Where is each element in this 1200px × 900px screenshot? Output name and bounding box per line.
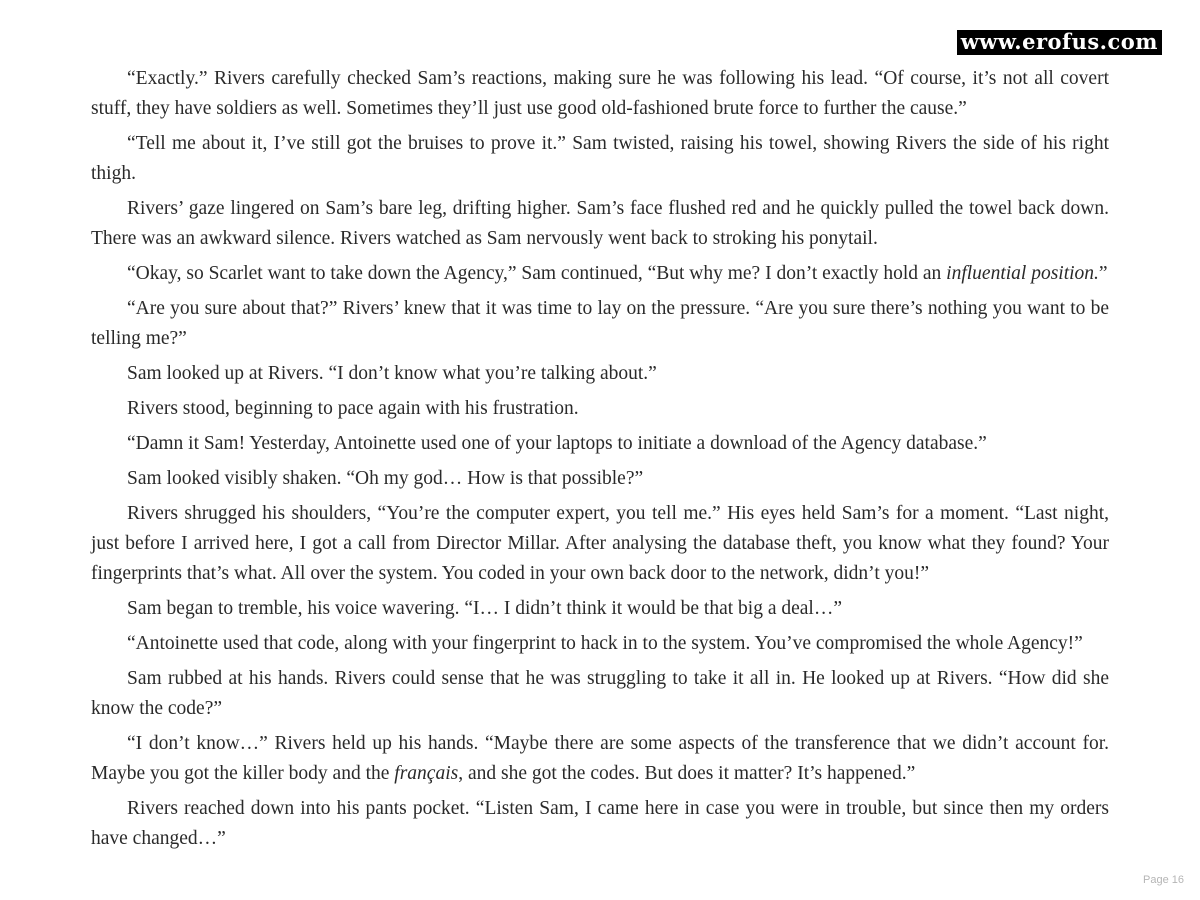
paragraph: Rivers reached down into his pants pocket. “Listen Sam, I came here in case you were in trouble, but since then my orders have changed…” — [91, 798, 1109, 849]
paragraph: Rivers shrugged his shoulders, “You’re the computer expert, you tell me.” His eyes held Sam’s for a moment. “Last night, just before I arrived here, I got a call from Director Millar. After analysing the database theft, you know what they found? Your fingerprints that’s what. All over the system. You coded in your own back door to the network, didn’t you!” — [91, 503, 1109, 584]
paragraph: “Are you sure about that?” Rivers’ knew that it was time to lay on the pressure. “Are you sure there’s nothing you want to be telling me?” — [91, 298, 1109, 349]
watermark-logo: www.erofus.com — [957, 30, 1162, 55]
paragraph: “Okay, so Scarlet want to take down the Agency,” Sam continued, “But why me? I don’t exactly hold an influential position.” — [127, 263, 1108, 284]
body-text — [91, 64, 1109, 859]
paragraph: Rivers stood, beginning to pace again with his frustration. — [127, 398, 579, 419]
paragraph: Sam looked visibly shaken. “Oh my god… How is that possible?” — [127, 468, 644, 489]
paragraph: Rivers’ gaze lingered on Sam’s bare leg, drifting higher. Sam’s face flushed red and he quickly pulled the towel back down. There was an awkward silence. Rivers watched as Sam nervously went back to stroking his ponytail. — [91, 198, 1109, 249]
paragraph: “Exactly.” Rivers carefully checked Sam’s reactions, making sure he was following his lead. “Of course, it’s not all covert stuff, they have soldiers as well. Sometimes they’ll just use good old-fashioned brute force to further the cause.” — [91, 68, 1109, 119]
paragraph: “Damn it Sam! Yesterday, Antoinette used one of your laptops to initiate a download of the Agency database.” — [127, 433, 987, 454]
paragraph: Sam looked up at Rivers. “I don’t know what you’re talking about.” — [127, 363, 657, 384]
page-number: Page 16 — [1143, 874, 1184, 886]
paragraph: “Tell me about it, I’ve still got the bruises to prove it.” Sam twisted, raising his towel, showing Rivers the side of his right thigh. — [91, 133, 1109, 184]
paragraph: “I don’t know…” Rivers held up his hands. “Maybe there are some aspects of the transference that we didn’t account for. Maybe you got the killer body and the français, and she got the codes. But does it matter? It’s happened.” — [91, 733, 1109, 784]
paragraph: Sam began to tremble, his voice wavering. “I… I didn’t think it would be that big a deal…” — [127, 598, 843, 619]
paragraph: Sam rubbed at his hands. Rivers could sense that he was struggling to take it all in. He looked up at Rivers. “How did she know the code?” — [91, 668, 1109, 719]
paragraph: “Antoinette used that code, along with your fingerprint to hack in to the system. You’ve compromised the whole Agency!” — [127, 633, 1083, 654]
italic-emphasis: français — [394, 763, 459, 784]
italic-emphasis: influential position. — [946, 263, 1099, 284]
